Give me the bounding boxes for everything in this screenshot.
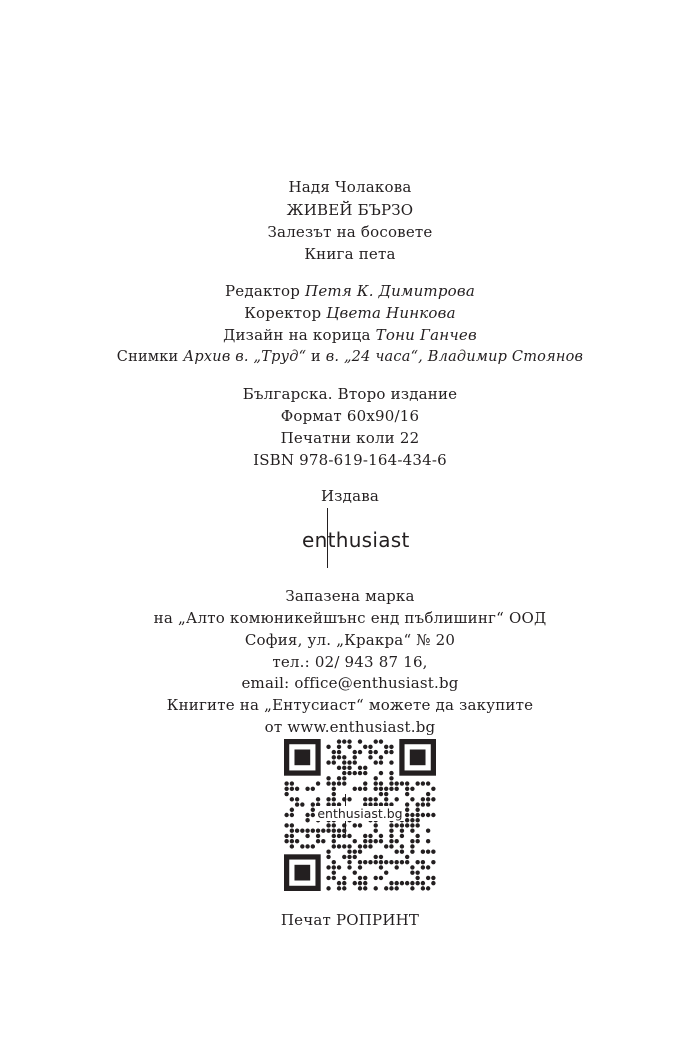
cover-label: Дизайн на корица — [223, 326, 371, 344]
edition-info: Българска. Второ издание — [242, 385, 458, 403]
series-name: Залезът на босовете — [267, 223, 433, 241]
format-info: Формат 60x90/16 — [280, 407, 420, 425]
printer-line: Печат РОПРИНТ — [280, 911, 420, 929]
enthusiast-logo — [0, 508, 700, 572]
cover-designer-name: Тони Ганчев — [375, 326, 477, 344]
buy-line-1: Книгите на „Ентусиаст“ можете да закупите — [166, 696, 534, 714]
qr-code — [284, 739, 436, 891]
buy-line-2: от www.enthusiast.bg — [264, 718, 436, 736]
proofreader-credit — [0, 303, 700, 323]
book-title: ЖИВЕЙ БЪРЗО — [286, 201, 414, 219]
volume-number: Книга пета — [304, 245, 396, 263]
isbn: ISBN 978-619-164-434-6 — [253, 451, 447, 469]
proofreader-label: Коректор — [244, 304, 322, 322]
editor-name: Петя К. Димитрова — [305, 282, 475, 300]
photos-archive2: в. „24 часа“, Владимир Стоянов — [325, 349, 584, 365]
photos-label: Снимки — [116, 349, 179, 365]
publisher-label: Издава — [320, 487, 380, 505]
company-name: на „Алто комюникейшънс енд пъблишинг“ ООД — [153, 609, 547, 627]
sheets-info: Печатни коли 22 — [280, 429, 420, 447]
cover-design-credit — [0, 325, 700, 345]
editor-label: Редактор — [225, 282, 301, 300]
editor-credit — [0, 281, 700, 301]
qr-label — [284, 806, 436, 822]
photos-credit — [0, 347, 700, 367]
email: email: office@enthusiast.bg — [241, 674, 459, 692]
photos-and: и — [311, 349, 321, 365]
address: София, ул. „Кракра“ № 20 — [244, 631, 456, 649]
author-name: Надя Чолакова — [288, 178, 412, 196]
qr-label-text: enthusiast.bg — [317, 806, 403, 821]
trademark-line: Запазена марка — [285, 587, 415, 605]
proofreader-name: Цвета Нинкова — [326, 304, 456, 322]
phone: тел.: 02/ 943 87 16, — [272, 653, 428, 671]
logo-text: enthusiast — [302, 528, 410, 552]
photos-archive: Архив в. „Труд“ — [183, 349, 307, 365]
